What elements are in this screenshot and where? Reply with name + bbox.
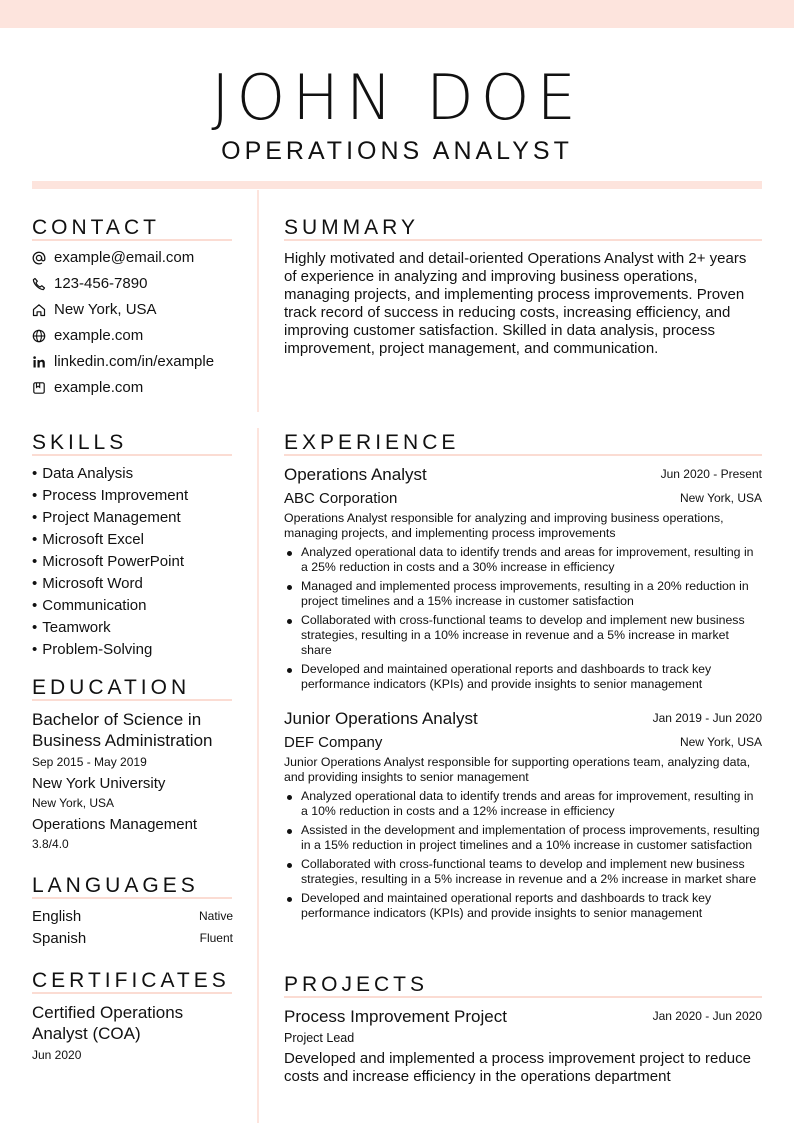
- home-icon: [32, 303, 46, 317]
- certificates-heading-rule: [32, 992, 232, 994]
- job-dates: Jan 2019 - Jun 2020: [652, 711, 762, 725]
- job-bullet: Collaborated with cross-functional teams to develop and implement new business strategies, resulting in a 5% increase in revenue and a 2% increase in market share: [284, 857, 762, 887]
- job-description: Junior Operations Analyst responsible for supporting operations team, analyzing data, and providing insights to senior management: [284, 755, 751, 784]
- language-name: English: [32, 908, 82, 925]
- contact-heading-rule: [32, 239, 232, 241]
- globe-icon: [32, 329, 46, 343]
- contact-heading: CONTACT: [32, 216, 160, 239]
- projects-heading-rule: [284, 996, 762, 998]
- column-divider-bottom: [257, 428, 259, 1123]
- project-role: Project Lead: [284, 1031, 355, 1045]
- skill-item: • Microsoft Excel: [32, 530, 144, 550]
- language-name: Spanish: [32, 930, 87, 947]
- contact-portfolio-text: example.com: [54, 379, 144, 396]
- education-major: Operations Management: [32, 816, 198, 833]
- header-divider: [32, 181, 762, 189]
- job-bullets: [284, 545, 762, 696]
- summary-heading-rule: [284, 239, 762, 241]
- language-level: Native: [198, 909, 233, 923]
- education-gpa: 3.8/4.0: [32, 837, 69, 851]
- contact-email-text: example@email.com: [54, 249, 195, 266]
- linkedin-icon: [32, 355, 46, 369]
- job-title: Operations Analyst: [284, 465, 427, 484]
- contact-website[interactable]: [32, 326, 143, 346]
- at-sign-icon: [32, 251, 46, 265]
- projects-heading: PROJECTS: [284, 973, 429, 996]
- job-bullet: Analyzed operational data to identify trends and areas for improvement, resulting in a 25% reduction in costs and a 30% increase in efficiency: [284, 545, 762, 575]
- contact-phone-text: 123-456-7890: [54, 275, 148, 292]
- contact-portfolio[interactable]: [32, 378, 143, 398]
- skill-item: • Teamwork: [32, 618, 111, 638]
- job-bullet: Analyzed operational data to identify trends and areas for improvement, resulting in a 10% reduction in costs and a 12% increase in efficiency: [284, 789, 762, 819]
- education-degree: Bachelor of Science in Business Administration: [32, 710, 213, 750]
- skill-item: • Project Management: [32, 508, 181, 528]
- certificate-name: Certified Operations Analyst (COA): [32, 1003, 184, 1043]
- summary-text: Highly motivated and detail-oriented Operations Analyst with 2+ years of experience in analyzing and improving business operations, managing projects, and implementing process improvements. Proven track record of success in reducing costs, increasing efficiency, and improving customer satisfaction. Skilled in data analysis, process improvement, project management, and communication.: [284, 250, 747, 357]
- job-bullet: Assisted in the development and implementation of process improvements, resulting in a 15% reduction in project timelines and a 10% increase in customer satisfaction: [284, 823, 762, 853]
- education-school: New York University: [32, 775, 166, 792]
- contact-phone[interactable]: [32, 274, 147, 294]
- top-accent-band: [0, 0, 794, 28]
- skill-item: • Process Improvement: [32, 486, 188, 506]
- contact-email[interactable]: [32, 248, 194, 268]
- job-location: New York, USA: [679, 491, 762, 505]
- project-name: Process Improvement Project: [284, 1007, 507, 1026]
- summary-heading: SUMMARY: [284, 216, 419, 239]
- languages-heading: LANGUAGES: [32, 874, 199, 897]
- education-location: New York, USA: [32, 796, 115, 810]
- job-description: Operations Analyst responsible for analyzing and improving business operations, managing projects, and implementing process improvements: [284, 511, 724, 540]
- job-bullet: Collaborated with cross-functional teams to develop and implement new business strategies, resulting in a 10% increase in revenue and a 5% increase in market share: [284, 613, 762, 658]
- language-level: Fluent: [199, 931, 233, 945]
- experience-heading: EXPERIENCE: [284, 431, 460, 454]
- skills-heading: SKILLS: [32, 431, 128, 454]
- contact-location-text: New York, USA: [54, 301, 157, 318]
- skill-item: • Data Analysis: [32, 464, 133, 484]
- certificate-date: Jun 2020: [32, 1048, 82, 1062]
- skills-heading-rule: [32, 454, 232, 456]
- skill-item: • Problem-Solving: [32, 640, 152, 660]
- project-dates: Jan 2020 - Jun 2020: [652, 1009, 762, 1023]
- skill-item: • Communication: [32, 596, 146, 616]
- column-divider-top: [257, 190, 259, 412]
- job-bullet: Developed and maintained operational reports and dashboards to track key performance indicators (KPIs) and provide insights to senior management: [284, 662, 762, 692]
- education-dates: Sep 2015 - May 2019: [32, 755, 147, 769]
- languages-heading-rule: [32, 897, 232, 899]
- education-heading-rule: [32, 699, 232, 701]
- job-company: ABC Corporation: [284, 490, 398, 507]
- certificates-heading: CERTIFICATES: [32, 969, 230, 992]
- experience-heading-rule: [284, 454, 762, 456]
- contact-website-text: example.com: [54, 327, 144, 344]
- phone-icon: [32, 277, 46, 291]
- portfolio-icon: [32, 381, 46, 395]
- job-dates: Jun 2020 - Present: [660, 467, 762, 481]
- job-title: Junior Operations Analyst: [284, 709, 478, 728]
- candidate-role: OPERATIONS ANALYST: [221, 137, 573, 165]
- job-bullets: [284, 789, 762, 925]
- job-bullet: Developed and maintained operational reports and dashboards to track key performance indicators (KPIs) and provide insights to senior management: [284, 891, 762, 921]
- skill-item: • Microsoft PowerPoint: [32, 552, 184, 572]
- contact-linkedin[interactable]: [32, 352, 214, 372]
- job-bullet: Managed and implemented process improvements, resulting in a 20% reduction in project timelines and a 15% increase in customer satisfaction: [284, 579, 762, 609]
- contact-location: [32, 300, 157, 320]
- job-location: New York, USA: [679, 735, 762, 749]
- skill-item: • Microsoft Word: [32, 574, 143, 594]
- candidate-name: JOHN DOE: [211, 61, 583, 134]
- project-description: Developed and implemented a process improvement project to reduce costs and increase efficiency in the operations department: [284, 1050, 751, 1085]
- education-heading: EDUCATION: [32, 676, 191, 699]
- contact-linkedin-text: linkedin.com/in/example: [54, 353, 215, 370]
- job-company: DEF Company: [284, 734, 383, 751]
